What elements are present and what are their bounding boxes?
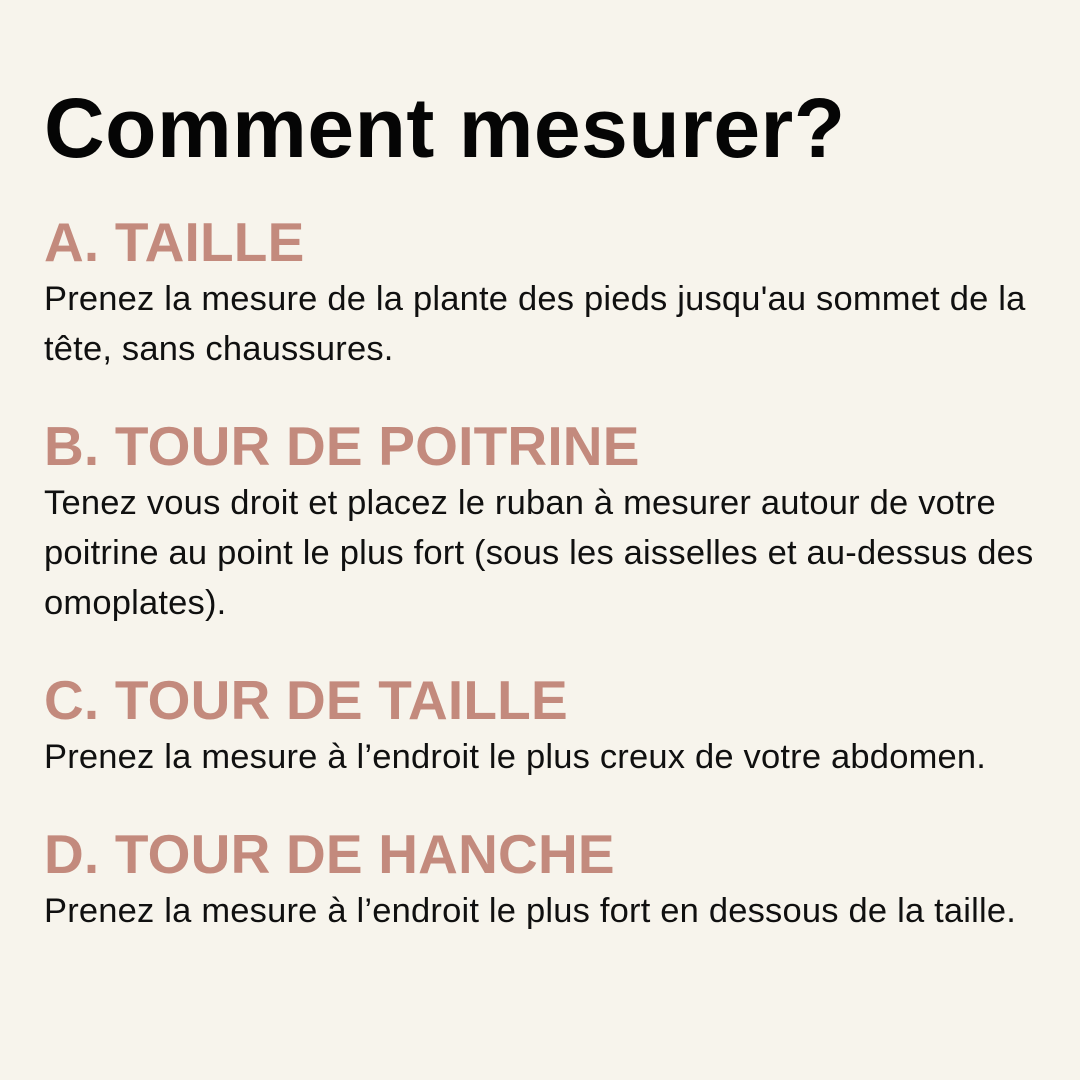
section-tour-de-taille (44, 668, 1080, 782)
page-title: Comment mesurer? (44, 81, 846, 175)
section-text-tour-de-taille: Prenez la mesure à l’endroit le plus creux de votre abdomen. (44, 738, 987, 776)
section-tour-de-poitrine (44, 414, 1080, 628)
section-heading-tour-de-poitrine: B. TOUR DE POITRINE (44, 415, 640, 477)
section-text-tour-de-poitrine: Tenez vous droit et placez le ruban à mesurer autour de votre poitrine au point le plus fort (sous les aisselles et au-dessus des omoplates). (44, 484, 1034, 622)
section-heading-tour-de-taille: C. TOUR DE TAILLE (44, 669, 568, 731)
section-text-tour-de-hanche: Prenez la mesure à l’endroit le plus fort en dessous de la taille. (44, 892, 1017, 930)
section-tour-de-hanche (44, 822, 1080, 936)
section-text-taille: Prenez la mesure de la plante des pieds jusqu'au sommet de la tête, sans chaussures. (44, 280, 1026, 368)
section-heading-taille: A. TAILLE (44, 211, 305, 273)
section-heading-tour-de-hanche: D. TOUR DE HANCHE (44, 823, 615, 885)
section-taille (44, 210, 1080, 374)
